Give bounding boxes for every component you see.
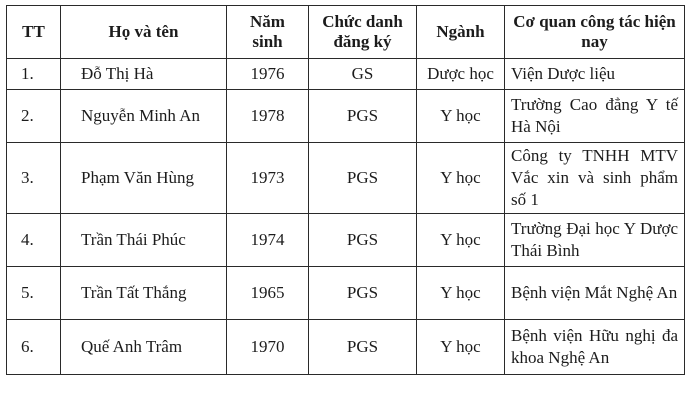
cell-tt: 6. xyxy=(7,320,61,375)
cell-workplace: Trường Cao đẳng Y tế Hà Nội xyxy=(505,90,685,143)
header-workplace: Cơ quan công tác hiện nay xyxy=(505,6,685,59)
cell-workplace: Công ty TNHH MTV Vắc xin và sinh phẩm số 1 xyxy=(505,143,685,214)
table-row xyxy=(7,214,685,267)
cell-workplace: Viện Dược liệu xyxy=(505,59,685,90)
cell-tt: 3. xyxy=(7,143,61,214)
table-row xyxy=(7,143,685,214)
header-title: Chức danh đăng ký xyxy=(309,6,417,59)
cell-title: PGS xyxy=(309,320,417,375)
cell-title: GS xyxy=(309,59,417,90)
cell-tt: 4. xyxy=(7,214,61,267)
cell-birth-year: 1974 xyxy=(227,214,309,267)
cell-workplace: Bệnh viện Mắt Nghệ An xyxy=(505,267,685,320)
cell-workplace: Trường Đại học Y Dược Thái Bình xyxy=(505,214,685,267)
cell-field: Y học xyxy=(417,214,505,267)
cell-title: PGS xyxy=(309,90,417,143)
cell-title: PGS xyxy=(309,267,417,320)
header-birth-year: Năm sinh xyxy=(227,6,309,59)
header-name: Họ và tên xyxy=(61,6,227,59)
header-field: Ngành xyxy=(417,6,505,59)
cell-tt: 2. xyxy=(7,90,61,143)
cell-tt: 5. xyxy=(7,267,61,320)
cell-tt: 1. xyxy=(7,59,61,90)
cell-field: Y học xyxy=(417,143,505,214)
table-row xyxy=(7,59,685,90)
cell-field: Y học xyxy=(417,267,505,320)
cell-workplace: Bệnh viện Hữu nghị đa khoa Nghệ An xyxy=(505,320,685,375)
cell-field: Y học xyxy=(417,90,505,143)
cell-birth-year: 1978 xyxy=(227,90,309,143)
table-row xyxy=(7,320,685,375)
cell-name: Trần Thái Phúc xyxy=(61,214,227,267)
cell-birth-year: 1976 xyxy=(227,59,309,90)
header-tt: TT xyxy=(7,6,61,59)
cell-title: PGS xyxy=(309,143,417,214)
cell-name: Trần Tất Thắng xyxy=(61,267,227,320)
cell-field: Y học xyxy=(417,320,505,375)
cell-name: Phạm Văn Hùng xyxy=(61,143,227,214)
cell-birth-year: 1970 xyxy=(227,320,309,375)
cell-name: Quế Anh Trâm xyxy=(61,320,227,375)
cell-birth-year: 1965 xyxy=(227,267,309,320)
table-row xyxy=(7,267,685,320)
cell-name: Đỗ Thị Hà xyxy=(61,59,227,90)
cell-title: PGS xyxy=(309,214,417,267)
candidate-table-container xyxy=(6,5,685,375)
cell-birth-year: 1973 xyxy=(227,143,309,214)
cell-name: Nguyễn Minh An xyxy=(61,90,227,143)
cell-field: Dược học xyxy=(417,59,505,90)
candidate-table xyxy=(6,5,685,375)
table-header-row xyxy=(7,6,685,59)
table-row xyxy=(7,90,685,143)
